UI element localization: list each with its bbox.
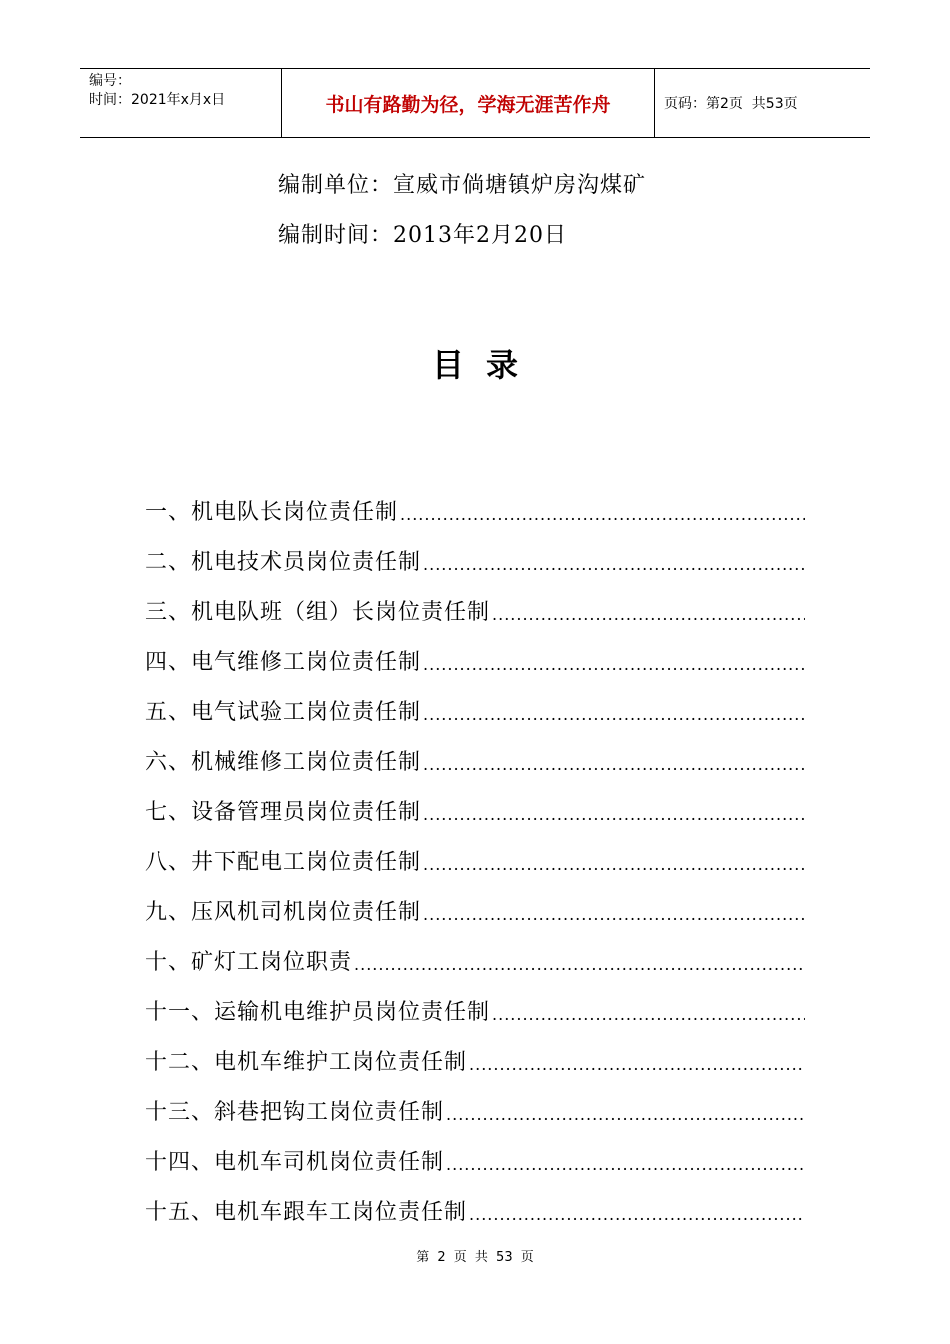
compiling-time: 编制时间：2013年2月20日 [278,223,567,248]
toc-item-label: 四、电气维修工岗位责任制 [145,650,422,675]
document-date-label: 时间：2021年x月x日 [89,92,226,108]
toc-dot-leader [423,804,805,826]
toc-item[interactable] [145,1026,805,1076]
toc-dot-leader [400,504,805,526]
toc-item[interactable] [145,826,805,876]
page-footer: 第 2 页 共 53 页 [416,1250,534,1265]
toc-dot-leader [469,1204,805,1226]
toc-item-label: 三、机电队班（组）长岗位责任制 [145,600,491,625]
toc-dot-leader [446,1104,805,1126]
toc-item-label: 九、压风机司机岗位责任制 [145,900,422,925]
toc-dot-leader [423,704,805,726]
toc-dot-leader [492,1004,805,1026]
toc-dot-leader [423,754,805,776]
toc-item-label: 十三、斜巷把钩工岗位责任制 [145,1100,445,1125]
toc-item-label: 二、机电技术员岗位责任制 [145,550,422,575]
toc-item[interactable] [145,876,805,926]
toc-item[interactable] [145,976,805,1026]
toc-item[interactable] [145,526,805,576]
toc-dot-leader [423,554,805,576]
toc-item[interactable] [145,776,805,826]
toc-item[interactable] [145,476,805,526]
toc-item-label: 十五、电机车跟车工岗位责任制 [145,1200,468,1225]
header-page-info-cell [655,69,870,137]
toc-item-label: 五、电气试验工岗位责任制 [145,700,422,725]
toc-item[interactable] [145,726,805,776]
toc-dot-leader [423,654,805,676]
toc-dot-leader [492,604,805,626]
toc-dot-leader [446,1154,805,1176]
toc-item-label: 十、矿灯工岗位职责 [145,950,353,975]
toc-item-label: 十二、电机车维护工岗位责任制 [145,1050,468,1075]
toc-title: 目录 [431,346,540,384]
toc-dot-leader [423,904,805,926]
page-header [80,68,870,138]
toc-item[interactable] [145,1076,805,1126]
header-page-info: 页码：第2页 共53页 [664,96,798,112]
table-of-contents [145,476,805,1226]
toc-item-label: 八、井下配电工岗位责任制 [145,850,422,875]
toc-item[interactable] [145,576,805,626]
toc-item-label: 十一、运输机电维护员岗位责任制 [145,1000,491,1025]
document-number-label: 编号： [89,73,131,89]
toc-item-label: 一、机电队长岗位责任制 [145,500,399,525]
toc-item-label: 七、设备管理员岗位责任制 [145,800,422,825]
toc-dot-leader [423,854,805,876]
toc-dot-leader [354,954,805,976]
toc-item[interactable] [145,926,805,976]
toc-item-label: 十四、电机车司机岗位责任制 [145,1150,445,1175]
toc-item-label: 六、机械维修工岗位责任制 [145,750,422,775]
header-left-cell [80,69,282,137]
toc-dot-leader [469,1054,805,1076]
toc-item[interactable] [145,676,805,726]
toc-item[interactable] [145,1176,805,1226]
toc-item[interactable] [145,626,805,676]
toc-item[interactable] [145,1126,805,1176]
header-motto: 书山有路勤为径，学海无涯苦作舟 [282,69,655,137]
compiling-unit: 编制单位：宣威市倘塘镇炉房沟煤矿 [278,173,647,198]
